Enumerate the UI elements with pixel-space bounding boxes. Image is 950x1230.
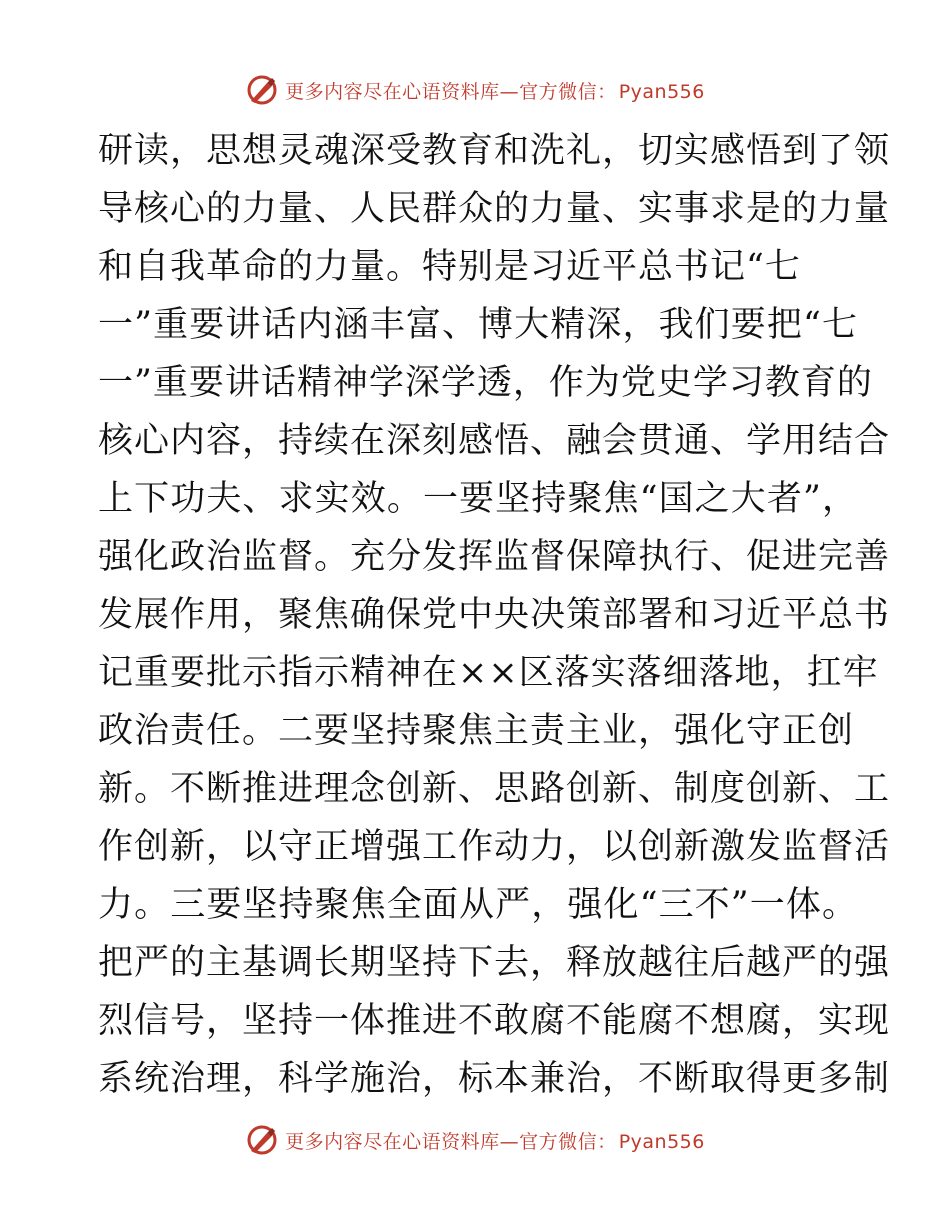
header-banner [0, 70, 950, 110]
header-separator: — [499, 80, 520, 103]
text-line: 系统治理，科学施治，标本兼治，不断取得更多制 [98, 1059, 891, 1099]
text-line: 导核心的力量、人民群众的力量、实事求是的力量 [98, 189, 891, 229]
text-line: 强化政治监督。充分发挥监督保障执行、促进完善 [98, 537, 891, 577]
footer-banner-text [285, 1127, 705, 1154]
footer-wechat-account: Pyan556 [618, 1130, 705, 1153]
text-line: 核心内容，持续在深刻感悟、融会贯通、学用结合 [98, 421, 891, 461]
header-banner-text [285, 77, 705, 104]
text-line: 力。三要坚持聚焦全面从严，强化“三不”一体。 [98, 885, 858, 925]
text-line: 和自我革命的力量。特别是习近平总书记“七 [98, 247, 801, 287]
text-line: 上下功夫、求实效。一要坚持聚焦“国之大者”， [98, 479, 858, 519]
text-line: 政治责任。二要坚持聚焦主责主业，强化守正创 [98, 711, 855, 751]
text-line: 作创新，以守正增强工作动力，以创新激发监督活 [98, 827, 891, 867]
footer-banner [0, 1120, 950, 1160]
header-wechat-label: 官方微信： [519, 80, 617, 103]
text-line: 记重要批示指示精神在××区落实落细落地，扛牢 [98, 653, 879, 693]
text-line: 把严的主基调长期坚持下去，释放越往后越严的强 [98, 943, 891, 983]
text-line: 发展作用，聚焦确保党中央决策部署和习近平总书 [98, 595, 891, 635]
footer-site-text: 更多内容尽在心语资料库 [285, 1130, 500, 1153]
text-line: 一”重要讲话精神学深学透，作为党史学习教育的 [98, 363, 873, 403]
footer-wechat-label: 官方微信： [519, 1130, 617, 1153]
header-wechat-account: Pyan556 [618, 80, 705, 103]
pen-logo-icon [245, 1123, 279, 1157]
text-line: 烈信号，坚持一体推进不敢腐不能腐不想腐，实现 [98, 1001, 891, 1041]
text-line: 新。不断推进理念创新、思路创新、制度创新、工 [98, 769, 891, 809]
body-text [98, 122, 891, 1108]
pen-logo-icon [245, 73, 279, 107]
header-site-text: 更多内容尽在心语资料库 [285, 80, 500, 103]
footer-separator: — [499, 1130, 520, 1153]
text-line: 一”重要讲话内涵丰富、博大精深，我们要把“七 [98, 305, 858, 345]
text-line: 研读，思想灵魂深受教育和洗礼，切实感悟到了领 [98, 131, 891, 171]
